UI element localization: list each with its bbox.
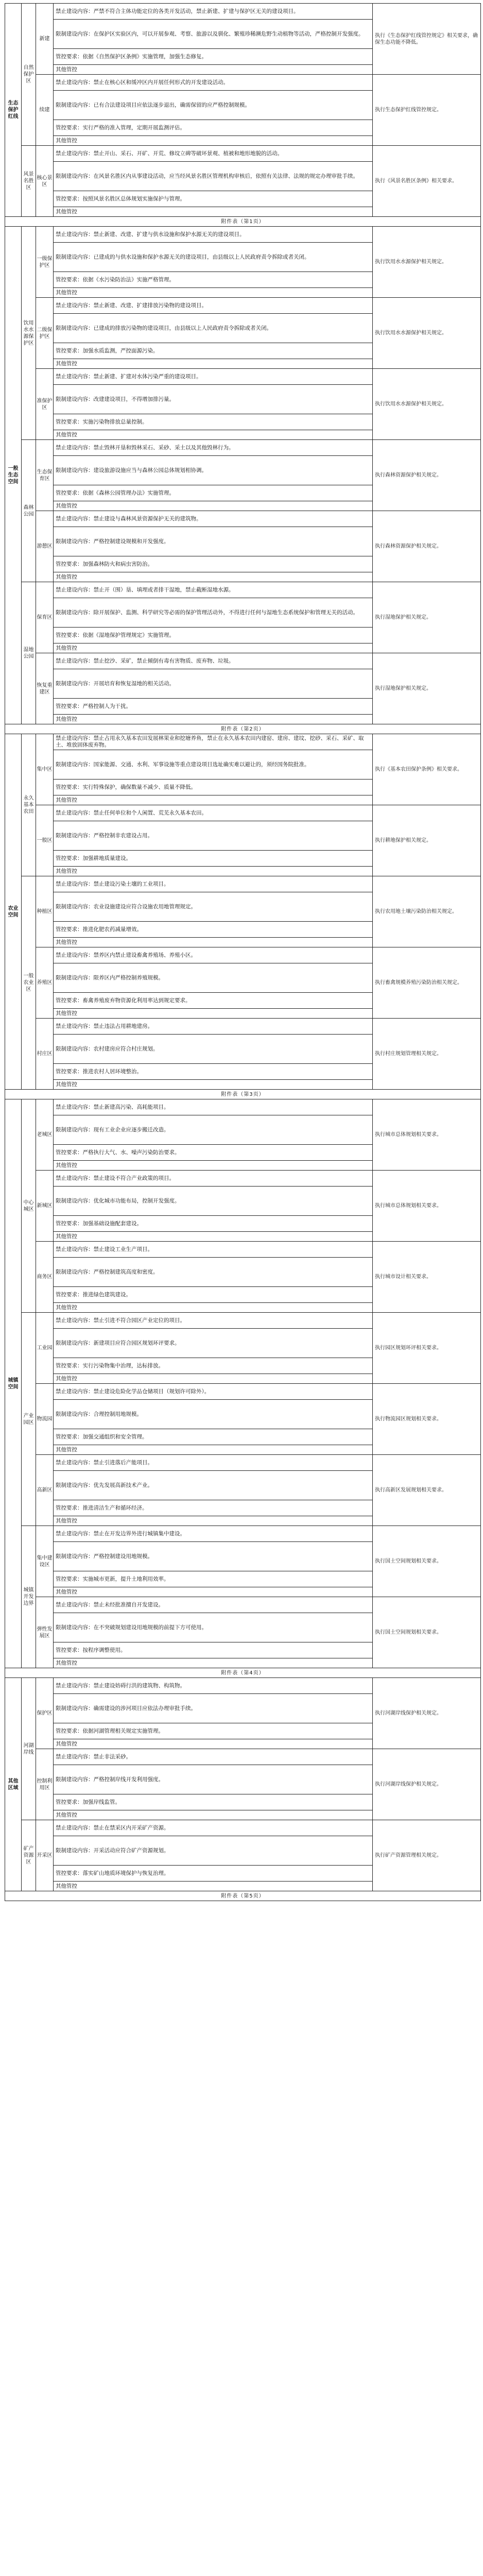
ban-text: 禁止建设内容：禁止未经批准擅自开发建设。 xyxy=(54,1597,373,1613)
ban-text: 禁止建设内容：禁止建设与森林风景资源保护无关的建筑物。 xyxy=(54,511,373,527)
ban-text: 禁止建设内容：禁止建设工业生产项目。 xyxy=(54,1242,373,1258)
restrict-text: 限制建设内容：已建成的与供水设施和保护水源无关的建设项目，由县级以上人民政府责令拆除或者关闭。 xyxy=(54,243,373,272)
restrict-text: 限制建设内容：已有合法建设项目应依法逐步退出，确需保留的应严格控制规模。 xyxy=(54,91,373,120)
control-text: 管控要求：实施污染物排放总量控制。 xyxy=(54,414,373,430)
control-text: 管控要求：畜禽养殖废弃物资源化利用率达到规定要求。 xyxy=(54,993,373,1009)
subzone-cell: 河湖岸线 xyxy=(22,1678,36,1820)
control-text: 管控要求：依据《湿地保护管理规定》实施管理。 xyxy=(54,628,373,643)
table-row xyxy=(5,298,481,314)
ban-text: 禁止建设内容：禁止新建高污染、高耗能项目。 xyxy=(54,1099,373,1115)
table-row xyxy=(5,1384,481,1400)
control-text: 管控要求：加强交通组织和安全管理。 xyxy=(54,1429,373,1445)
note-cell: 执行城市总体规划相关要求。 xyxy=(373,1171,481,1242)
table-row xyxy=(5,1597,481,1613)
area-cell: 保护区 xyxy=(36,1678,54,1749)
table-body xyxy=(5,4,481,1901)
category-cell: 城镇空间 xyxy=(5,1099,22,1668)
control-text: 管控要求：按照风景名胜区总体规划实施保护与管理。 xyxy=(54,191,373,207)
subzone-cell: 饮用水水源保护区 xyxy=(22,227,36,440)
ban-text: 禁止建设内容：禁止占用永久基本农田发展林果业和挖塘养鱼，禁止在永久基本农田内建窑、建房、建坟、挖砂、采石、采矿、取土、堆放固体废弃物。 xyxy=(54,734,373,750)
other-text: 其他管控 xyxy=(54,1658,373,1668)
control-text: 管控要求：加强耕地质量建设。 xyxy=(54,851,373,867)
summary-row xyxy=(5,724,481,734)
ban-text: 禁止建设内容：禁止建设污染土壤的工业项目。 xyxy=(54,876,373,892)
summary-row xyxy=(5,217,481,227)
note-cell: 执行森林资源保护相关规定。 xyxy=(373,511,481,582)
control-text: 管控要求：实行特殊保护，确保数量不减少、质量不降低。 xyxy=(54,779,373,795)
note-cell: 执行园区规划环评相关要求。 xyxy=(373,1313,481,1384)
table-row xyxy=(5,1749,481,1765)
note-cell: 执行湿地保护相关规定。 xyxy=(373,582,481,653)
table-row xyxy=(5,1313,481,1329)
note-cell: 执行物流园区规划相关要求。 xyxy=(373,1384,481,1455)
control-text: 管控要求：推进绿色建筑建设。 xyxy=(54,1287,373,1303)
restrict-text: 限制建设内容：合理控制用地规模。 xyxy=(54,1400,373,1429)
other-text: 其他管控 xyxy=(54,643,373,653)
area-cell: 工业园 xyxy=(36,1313,54,1384)
table-row xyxy=(5,582,481,598)
table-row xyxy=(5,1099,481,1115)
restrict-text: 限制建设内容：严格控制建设用地规模。 xyxy=(54,1542,373,1571)
area-cell: 保育区 xyxy=(36,582,54,653)
control-text: 管控要求：加强水质监测，严控面源污染。 xyxy=(54,343,373,359)
other-text: 其他管控 xyxy=(54,572,373,582)
restrict-text: 限制建设内容：开采活动应符合矿产资源规划。 xyxy=(54,1836,373,1866)
ban-text: 禁止建设内容：禁养区内禁止建设畜禽养殖场、养殖小区。 xyxy=(54,947,373,963)
ban-text: 禁止建设内容：禁止开山、采石、开矿、开荒、修坟立碑等破坏景观、植被和地形地貌的活动。 xyxy=(54,146,373,162)
subzone-cell: 永久基本农田 xyxy=(22,734,36,876)
note-cell: 执行生态保护红线管控规定。 xyxy=(373,75,481,146)
restrict-text: 限制建设内容：严格控制非农建设占用。 xyxy=(54,821,373,851)
control-requirements-table xyxy=(5,3,481,1901)
subzone-cell: 中心城区 xyxy=(22,1099,36,1313)
table-row xyxy=(5,1678,481,1694)
table-row xyxy=(5,1455,481,1471)
restrict-text: 限制建设内容：改建建设项目，不得增加排污量。 xyxy=(54,385,373,414)
control-text: 管控要求：推进清洁生产和循环经济。 xyxy=(54,1500,373,1516)
table-row xyxy=(5,1242,481,1258)
area-cell: 物流园 xyxy=(36,1384,54,1455)
restrict-text: 限制建设内容：开展培育和恢复湿地的相关活动。 xyxy=(54,669,373,699)
other-text: 其他管控 xyxy=(54,1882,373,1891)
note-cell: 执行城市总体规划相关要求。 xyxy=(373,1099,481,1171)
table-row xyxy=(5,369,481,385)
note-cell: 执行城市设计相关要求。 xyxy=(373,1242,481,1313)
ban-text: 禁止建设内容：禁止非法采砂。 xyxy=(54,1749,373,1765)
summary-text: 附件表（第1页） xyxy=(5,217,481,227)
note-cell: 执行《基本农田保护条例》相关要求。 xyxy=(373,734,481,805)
restrict-text: 限制建设内容：农业设施建设应符合设施农用地管理规定。 xyxy=(54,892,373,922)
subzone-cell: 湿地公园 xyxy=(22,582,36,724)
table-row xyxy=(5,876,481,892)
ban-text: 禁止建设内容：禁止建设危险化学品仓储项目（规划许可除外）。 xyxy=(54,1384,373,1400)
ban-text: 禁止建设内容：禁止建设不符合产业政策的项目。 xyxy=(54,1171,373,1187)
ban-text: 禁止建设内容：禁止新建、改建、扩建排放污染物的建设项目。 xyxy=(54,298,373,314)
note-cell: 执行高新区发展规划相关要求。 xyxy=(373,1455,481,1526)
restrict-text: 限制建设内容：在不突破规划建设用地规模的前提下方可使用。 xyxy=(54,1613,373,1642)
other-text: 其他管控 xyxy=(54,207,373,217)
table-row xyxy=(5,4,481,20)
area-cell: 高新区 xyxy=(36,1455,54,1526)
summary-text: 附件表（第4页） xyxy=(5,1668,481,1678)
other-text: 其他管控 xyxy=(54,1445,373,1455)
other-text: 其他管控 xyxy=(54,430,373,440)
subzone-cell: 产业园区 xyxy=(22,1313,36,1526)
area-cell: 控制利用区 xyxy=(36,1749,54,1820)
restrict-text: 限制建设内容：严格控制建设规模和开发强度。 xyxy=(54,527,373,556)
subzone-cell: 风景名胜区 xyxy=(22,146,36,217)
ban-text: 禁止建设内容：严禁不符合主体功能定位的各类开发活动，禁止新建、扩建与保护区无关的建设项目。 xyxy=(54,4,373,20)
area-cell: 游憩区 xyxy=(36,511,54,582)
control-text: 管控要求：落实矿山地质环境保护与恢复治理。 xyxy=(54,1866,373,1882)
other-text: 其他管控 xyxy=(54,1739,373,1749)
category-cell: 其他区域 xyxy=(5,1678,22,1891)
restrict-text: 限制建设内容：农村建房应符合村庄规划。 xyxy=(54,1035,373,1064)
control-text: 管控要求：实行污染物集中治理，达标排放。 xyxy=(54,1358,373,1374)
note-cell: 执行饮用水水源保护相关规定。 xyxy=(373,227,481,298)
ban-text: 禁止建设内容：禁止开（围）垦、填埋或者排干湿地，禁止截断湿地水源。 xyxy=(54,582,373,598)
restrict-text: 限制建设内容：除开展保护、监测、科学研究等必需的保护管理活动外，不得进行任何与湿地生态系统保护和管理无关的活动。 xyxy=(54,598,373,628)
restrict-text: 限制建设内容：优先发展高新技术产业。 xyxy=(54,1471,373,1500)
restrict-text: 限制建设内容：严格控制建筑高度和密度。 xyxy=(54,1258,373,1287)
control-text: 管控要求：严格控制人为干扰。 xyxy=(54,699,373,715)
control-text: 管控要求：依据《森林公园管理办法》实施管理。 xyxy=(54,485,373,501)
ban-text: 禁止建设内容：禁止挖沙、采矿，禁止倾倒有毒有害物质、废弃物、垃圾。 xyxy=(54,653,373,669)
restrict-text: 限制建设内容：确需建设的涉河项目应依法办理审批手续。 xyxy=(54,1694,373,1723)
ban-text: 禁止建设内容：禁止任何单位和个人闲置、荒芜永久基本农田。 xyxy=(54,805,373,821)
ban-text: 禁止建设内容：禁止毁林开垦和毁林采石、采砂、采土以及其他毁林行为。 xyxy=(54,440,373,456)
control-text: 管控要求：依据《水污染防治法》实施严格管理。 xyxy=(54,272,373,288)
note-cell: 执行《生态保护红线管控规定》相关要求，确保生态功能不降低。 xyxy=(373,4,481,75)
table-row xyxy=(5,1820,481,1836)
summary-text: 附件表（第3页） xyxy=(5,1090,481,1099)
table-row xyxy=(5,805,481,821)
table-row xyxy=(5,227,481,243)
table-row xyxy=(5,146,481,162)
table-row xyxy=(5,511,481,527)
summary-text: 附件表（第5页） xyxy=(5,1891,481,1901)
table-row xyxy=(5,440,481,456)
note-cell: 执行国土空间规划相关要求。 xyxy=(373,1526,481,1597)
summary-row xyxy=(5,1090,481,1099)
note-cell: 执行村庄规划管理相关规定。 xyxy=(373,1019,481,1090)
table-row xyxy=(5,947,481,963)
restrict-text: 限制建设内容：在风景名胜区内从事建设活动，应当经风景名胜区管理机构审核后，依照有关法律、法规的规定办理审批手续。 xyxy=(54,162,373,191)
other-text: 其他管控 xyxy=(54,1232,373,1242)
subzone-cell: 森林公园 xyxy=(22,440,36,582)
area-cell: 商务区 xyxy=(36,1242,54,1313)
summary-text: 附件表（第2页） xyxy=(5,724,481,734)
summary-row xyxy=(5,1891,481,1901)
note-cell: 执行农用地土壤污染防治相关规定。 xyxy=(373,876,481,947)
other-text: 其他管控 xyxy=(54,715,373,724)
table-row xyxy=(5,1171,481,1187)
ban-text: 禁止建设内容：禁止在禁采区内开采矿产资源。 xyxy=(54,1820,373,1836)
area-cell: 续建 xyxy=(36,75,54,146)
restrict-text: 限制建设内容：国家能源、交通、水利、军事设施等重点建设项目选址确实难以避让的，须经国务院批准。 xyxy=(54,750,373,779)
control-text: 管控要求：依据《自然保护区条例》实施管理，加强生态修复。 xyxy=(54,49,373,65)
control-text: 管控要求：加强森林防火和病虫害防治。 xyxy=(54,556,373,572)
area-cell: 核心景区 xyxy=(36,146,54,217)
note-cell: 执行饮用水水源保护相关规定。 xyxy=(373,369,481,440)
area-cell: 种植区 xyxy=(36,876,54,947)
category-cell: 农业空间 xyxy=(5,734,22,1090)
category-cell: 一般生态空间 xyxy=(5,227,22,724)
subzone-cell: 自然保护区 xyxy=(22,4,36,146)
other-text: 其他管控 xyxy=(54,1587,373,1597)
control-text: 管控要求：实施城市更新，提升土地利用效率。 xyxy=(54,1571,373,1587)
note-cell: 执行畜禽规模养殖污染防治相关规定。 xyxy=(373,947,481,1019)
other-text: 其他管控 xyxy=(54,1303,373,1313)
area-cell: 集中建设区 xyxy=(36,1526,54,1597)
restrict-text: 限制建设内容：优化城市功能布局，控制开发强度。 xyxy=(54,1187,373,1216)
note-cell: 执行湿地保护相关规定。 xyxy=(373,653,481,724)
area-cell: 恢复重建区 xyxy=(36,653,54,724)
note-cell: 执行森林资源保护相关规定。 xyxy=(373,440,481,511)
table-row xyxy=(5,1526,481,1542)
other-text: 其他管控 xyxy=(54,1161,373,1171)
subzone-cell: 一般农业区 xyxy=(22,876,36,1090)
area-cell: 一级保护区 xyxy=(36,227,54,298)
area-cell: 一般区 xyxy=(36,805,54,876)
other-text: 其他管控 xyxy=(54,1080,373,1090)
restrict-text: 限制建设内容：严格控制岸线开发利用强度。 xyxy=(54,1765,373,1794)
other-text: 其他管控 xyxy=(54,795,373,805)
control-text: 管控要求：严格执行大气、水、噪声污染防治要求。 xyxy=(54,1145,373,1161)
area-cell: 养殖区 xyxy=(36,947,54,1019)
ban-text: 禁止建设内容：禁止新建、改建、扩建与供水设施和保护水源无关的建设项目。 xyxy=(54,227,373,243)
other-text: 其他管控 xyxy=(54,288,373,298)
ban-text: 禁止建设内容：禁止引进落后产能项目。 xyxy=(54,1455,373,1471)
other-text: 其他管控 xyxy=(54,1009,373,1019)
table-row xyxy=(5,75,481,91)
restrict-text: 限制建设内容：现有工业企业应逐步搬迁改造。 xyxy=(54,1115,373,1145)
restrict-text: 限制建设内容：建设旅游设施应当与森林公园总体规划相协调。 xyxy=(54,456,373,485)
summary-row xyxy=(5,1668,481,1678)
ban-text: 禁止建设内容：禁止在开发边界外进行城镇集中建设。 xyxy=(54,1526,373,1542)
area-cell: 二级保护区 xyxy=(36,298,54,369)
control-text: 管控要求：按程序调整使用。 xyxy=(54,1642,373,1658)
other-text: 其他管控 xyxy=(54,1810,373,1820)
restrict-text: 限制建设内容：已建成的排放污染物的建设项目，由县级以上人民政府责令拆除或者关闭。 xyxy=(54,314,373,343)
area-cell: 老城区 xyxy=(36,1099,54,1171)
control-text: 管控要求：推进化肥农药减量增效。 xyxy=(54,922,373,938)
note-cell: 执行矿产资源管理相关规定。 xyxy=(373,1820,481,1891)
ban-text: 禁止建设内容：禁止建设妨碍行洪的建筑物、构筑物。 xyxy=(54,1678,373,1694)
other-text: 其他管控 xyxy=(54,1516,373,1526)
other-text: 其他管控 xyxy=(54,867,373,876)
area-cell: 村庄区 xyxy=(36,1019,54,1090)
ban-text: 禁止建设内容：禁止新建、扩建对水体污染严重的建设项目。 xyxy=(54,369,373,385)
control-text: 管控要求：依据河湖管理相关规定实施管理。 xyxy=(54,1723,373,1739)
category-cell: 生态保护红线 xyxy=(5,4,22,217)
other-text: 其他管控 xyxy=(54,501,373,511)
table-row xyxy=(5,734,481,750)
table-row xyxy=(5,653,481,669)
table-row xyxy=(5,1019,481,1035)
area-cell: 开采区 xyxy=(36,1820,54,1891)
note-cell: 执行国土空间规划相关要求。 xyxy=(373,1597,481,1668)
note-cell: 执行河湖岸线保护相关规定。 xyxy=(373,1749,481,1820)
area-cell: 集中区 xyxy=(36,734,54,805)
restrict-text: 限制建设内容：新建项目应符合园区规划环评要求。 xyxy=(54,1329,373,1358)
control-text: 管控要求：推进农村人居环境整治。 xyxy=(54,1064,373,1080)
note-cell: 执行《风景名胜区条例》相关要求。 xyxy=(373,146,481,217)
note-cell: 执行河湖岸线保护相关规定。 xyxy=(373,1678,481,1749)
restrict-text: 限制建设内容：在保护区实验区内，可以开展参观、考察、旅游以及驯化、繁殖珍稀濒危野生动植物等活动，严格控制开发强度。 xyxy=(54,20,373,49)
area-cell: 新城区 xyxy=(36,1171,54,1242)
control-text: 管控要求：加强岸线监管。 xyxy=(54,1794,373,1810)
ban-text: 禁止建设内容：禁止违法占用耕地建房。 xyxy=(54,1019,373,1035)
note-cell: 执行饮用水水源保护相关规定。 xyxy=(373,298,481,369)
note-cell: 执行耕地保护相关规定。 xyxy=(373,805,481,876)
other-text: 其他管控 xyxy=(54,136,373,146)
control-text: 管控要求：加强基础设施配套建设。 xyxy=(54,1216,373,1232)
area-cell: 准保护区 xyxy=(36,369,54,440)
restrict-text: 限制建设内容：限养区内严格控制养殖规模。 xyxy=(54,963,373,993)
control-text: 管控要求：实行严格的准入管理，定期开展监测评估。 xyxy=(54,120,373,136)
ban-text: 禁止建设内容：禁止引进不符合园区产业定位的项目。 xyxy=(54,1313,373,1329)
other-text: 其他管控 xyxy=(54,1374,373,1384)
other-text: 其他管控 xyxy=(54,359,373,369)
subzone-cell: 城镇开发边界 xyxy=(22,1526,36,1668)
area-cell: 弹性发展区 xyxy=(36,1597,54,1668)
subzone-cell: 矿产资源区 xyxy=(22,1820,36,1891)
other-text: 其他管控 xyxy=(54,65,373,75)
ban-text: 禁止建设内容：禁止在核心区和缓冲区内开展任何形式的开发建设活动。 xyxy=(54,75,373,91)
area-cell: 新建 xyxy=(36,4,54,75)
area-cell: 生态保育区 xyxy=(36,440,54,511)
other-text: 其他管控 xyxy=(54,938,373,947)
